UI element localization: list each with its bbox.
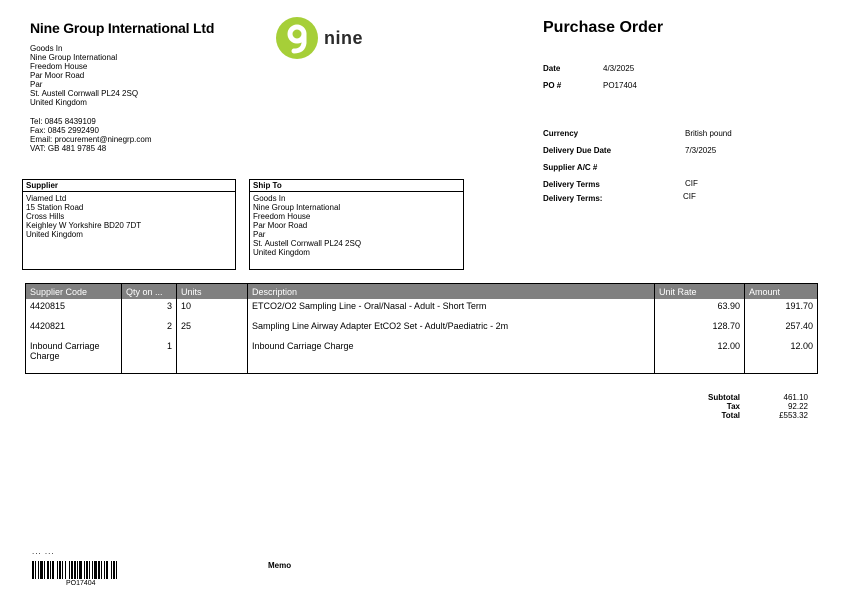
- address-line: Nine Group International: [30, 53, 118, 62]
- col-header-qty: Qty on ...: [122, 284, 177, 300]
- supplier-address: [23, 192, 235, 241]
- cell-qty: 3: [122, 299, 177, 319]
- logo-mark-icon: [276, 17, 318, 59]
- ship-to-box: [249, 179, 464, 270]
- delivery-terms-value: CIF: [685, 179, 698, 188]
- ship-to-line: Goods In: [253, 194, 286, 203]
- col-header-units: Units: [177, 284, 248, 300]
- barcode-dots: ... ...: [32, 547, 55, 556]
- supplier-heading: Supplier: [23, 180, 235, 192]
- supplier-box: [22, 179, 236, 270]
- cell-units: 25: [177, 319, 248, 339]
- currency-value: British pound: [685, 129, 732, 138]
- barcode-number: PO17404: [66, 580, 96, 587]
- table-row: [26, 319, 818, 339]
- po-label: PO #: [543, 81, 562, 90]
- delivery-due-label: Delivery Due Date: [543, 146, 612, 155]
- supplier-ac-label: Supplier A/C #: [543, 163, 598, 172]
- ship-to-line: Nine Group International: [253, 203, 341, 212]
- delivery-terms2-label: Delivery Terms:: [543, 194, 603, 203]
- cell-supplier-code: 4420815: [26, 299, 122, 319]
- subtotal-value: 461.10: [783, 393, 808, 402]
- address-line: Par Moor Road: [30, 71, 85, 80]
- supplier-line: United Kingdom: [26, 230, 83, 239]
- totals-block: [660, 393, 808, 420]
- ship-to-line: St. Austell Cornwall PL24 2SQ: [253, 239, 362, 248]
- cell-amount: 257.40: [745, 319, 818, 339]
- col-header-unit-rate: Unit Rate: [655, 284, 745, 300]
- tax-value: 92.22: [787, 402, 808, 411]
- address-line: Freedom House: [30, 62, 88, 71]
- barcode-icon: [32, 561, 134, 579]
- delivery-terms-label: Delivery Terms: [543, 180, 600, 189]
- cell-amount: 12.00: [745, 339, 818, 374]
- document-title: Purchase Order: [543, 19, 664, 36]
- ship-to-heading: Ship To: [250, 180, 463, 192]
- cell-unit-rate: 63.90: [655, 299, 745, 319]
- cell-unit-rate: 12.00: [655, 339, 745, 374]
- supplier-line: Cross Hills: [26, 212, 65, 221]
- cell-qty: 2: [122, 319, 177, 339]
- table-row: [26, 339, 818, 374]
- ship-to-address: [250, 192, 463, 259]
- date-label: Date: [543, 64, 561, 73]
- company-logo: [276, 17, 363, 59]
- tax-row: [660, 402, 808, 411]
- cell-amount: 191.70: [745, 299, 818, 319]
- supplier-line: Keighley W Yorkshire BD20 7DT: [26, 221, 142, 230]
- supplier-line: Viamed Ltd: [26, 194, 67, 203]
- col-header-supplier-code: Supplier Code: [26, 284, 122, 300]
- total-label: Total: [721, 411, 740, 420]
- ship-to-line: United Kingdom: [253, 248, 310, 257]
- cell-description: ETCO2/O2 Sampling Line - Oral/Nasal - Adult - Short Term: [248, 299, 655, 319]
- company-contact: [30, 117, 152, 153]
- supplier-line: 15 Station Road: [26, 203, 84, 212]
- table-row: [26, 299, 818, 319]
- items-table: [25, 283, 818, 374]
- address-line: Goods In: [30, 44, 63, 53]
- logo-text: nine: [324, 27, 364, 48]
- delivery-terms2-value: CIF: [683, 192, 696, 201]
- delivery-due-value: 7/3/2025: [685, 146, 717, 155]
- memo-label: Memo: [268, 561, 292, 570]
- table-header-row: [26, 284, 818, 300]
- total-row: [660, 411, 808, 420]
- cell-unit-rate: 128.70: [655, 319, 745, 339]
- po-value: PO17404: [603, 81, 637, 90]
- cell-supplier-code: 4420821: [26, 319, 122, 339]
- address-line: United Kingdom: [30, 98, 87, 107]
- company-address: [30, 44, 138, 107]
- contact-fax: Fax: 0845 2992490: [30, 126, 99, 135]
- address-line: Par: [30, 80, 43, 89]
- cell-units: 10: [177, 299, 248, 319]
- currency-label: Currency: [543, 129, 579, 138]
- total-value: £553.32: [779, 411, 808, 420]
- tax-label: Tax: [726, 402, 740, 411]
- ship-to-line: Freedom House: [253, 212, 311, 221]
- cell-qty: 1: [122, 339, 177, 374]
- date-value: 4/3/2025: [603, 64, 635, 73]
- cell-description: Inbound Carriage Charge: [248, 339, 655, 374]
- contact-vat: VAT: GB 481 9785 48: [30, 144, 107, 153]
- contact-tel: Tel: 0845 8439109: [30, 117, 96, 126]
- col-header-amount: Amount: [745, 284, 818, 300]
- cell-description: Sampling Line Airway Adapter EtCO2 Set - Adult/Paediatric - 2m: [248, 319, 655, 339]
- subtotal-row: [660, 393, 808, 402]
- cell-units: [177, 339, 248, 374]
- subtotal-label: Subtotal: [708, 393, 740, 402]
- ship-to-line: Par: [253, 230, 266, 239]
- ship-to-line: Par Moor Road: [253, 221, 308, 230]
- company-name: Nine Group International Ltd: [30, 20, 215, 36]
- contact-email: Email: procurement@ninegrp.com: [30, 135, 152, 144]
- address-line: St. Austell Cornwall PL24 2SQ: [30, 89, 139, 98]
- cell-supplier-code: Inbound Carriage Charge: [26, 339, 122, 374]
- col-header-description: Description: [248, 284, 655, 300]
